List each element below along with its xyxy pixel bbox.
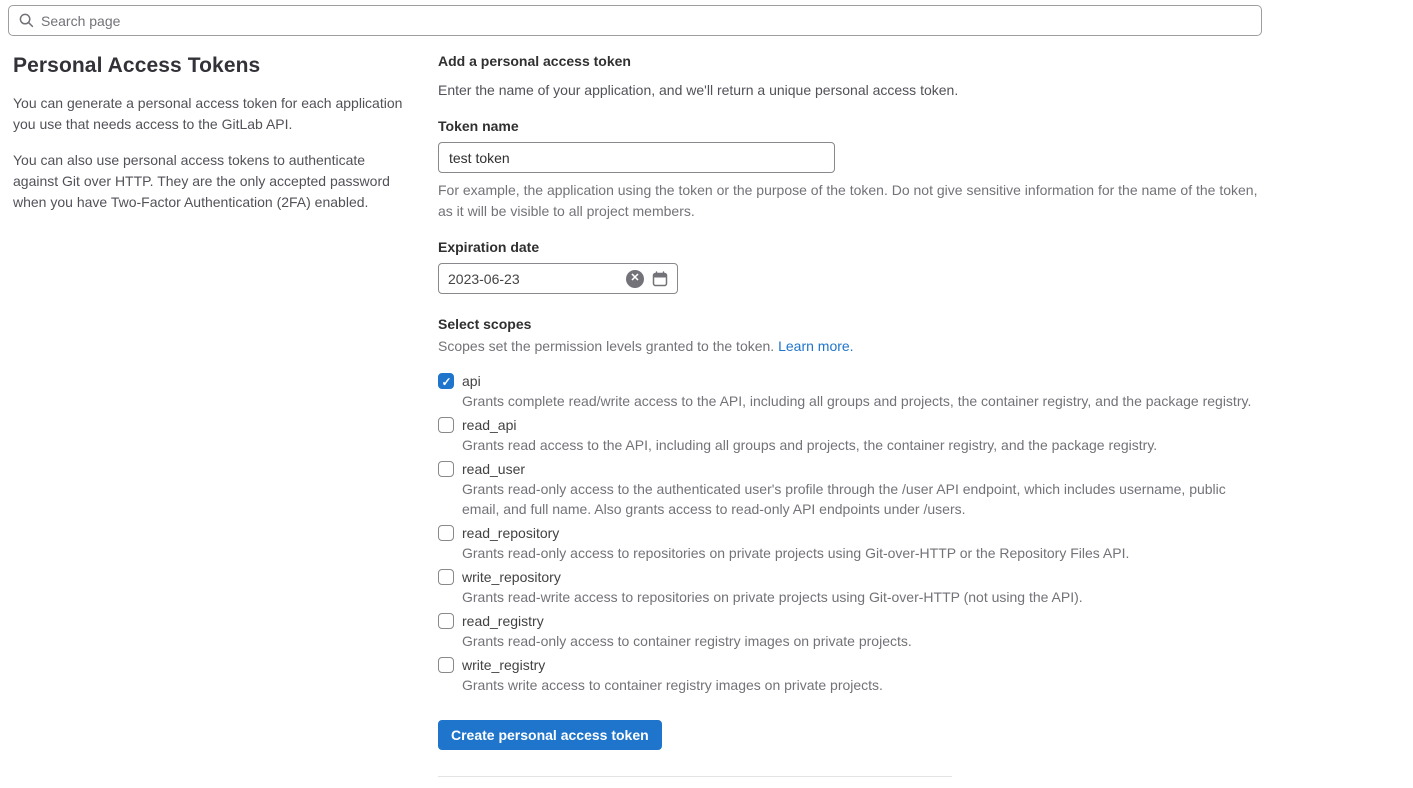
page-search-bar[interactable] <box>8 5 1262 36</box>
intro-paragraph-2: You can also use personal access tokens to authenticate against Git over HTTP. They are the only accepted password when you have Two-Factor Authentication (2FA) enabled. <box>13 152 390 210</box>
scope-label[interactable]: read_api <box>462 417 517 433</box>
settings-section-intro <box>13 48 438 777</box>
create-token-button[interactable]: Create personal access token <box>438 720 662 750</box>
scope-description: Grants read-only access to the authenticated user's profile through the /user API endpoint, which includes username, public email, and full name. Also grants access to read-only API endpoints under /users. <box>462 481 1226 517</box>
scope-label[interactable]: read_repository <box>462 525 560 541</box>
scope-row-api <box>438 371 1263 411</box>
scope-label[interactable]: write_repository <box>462 569 561 585</box>
select-scopes-description <box>438 336 1263 356</box>
scope-list <box>438 371 1263 695</box>
scope-description: Grants read-only access to container registry images on private projects. <box>462 633 912 649</box>
expiration-date-input[interactable] <box>448 271 618 287</box>
scope-checkbox-read-repository[interactable] <box>438 525 454 541</box>
scope-row-read-repository <box>438 523 1263 563</box>
token-name-label: Token name <box>438 118 519 134</box>
scope-row-read-api <box>438 415 1263 455</box>
scope-description: Grants read access to the API, including all groups and projects, the container registry, and the package registry. <box>462 437 1158 453</box>
scope-label[interactable]: api <box>462 373 481 389</box>
scope-checkbox-write-repository[interactable] <box>438 569 454 585</box>
scope-row-read-user <box>438 459 1263 519</box>
scope-description: Grants write access to container registry images on private projects. <box>462 677 883 693</box>
scope-checkbox-read-user[interactable] <box>438 461 454 477</box>
clear-date-icon[interactable]: ✕ <box>626 270 644 288</box>
scope-description: Grants complete read/write access to the API, including all groups and projects, the container registry, and the package registry. <box>462 393 1252 409</box>
form-heading: Add a personal access token <box>438 53 631 69</box>
expiration-date-label: Expiration date <box>438 239 540 255</box>
scope-row-read-registry <box>438 611 1263 651</box>
intro-paragraph-1: You can generate a personal access token for each application you use that needs access to the GitLab API. <box>13 95 403 132</box>
learn-more-link[interactable]: Learn more. <box>778 338 854 354</box>
scope-description: Grants read-only access to repositories on private projects using Git-over-HTTP or the Repository Files API. <box>462 545 1130 561</box>
scope-row-write-repository <box>438 567 1263 607</box>
scope-checkbox-write-registry[interactable] <box>438 657 454 673</box>
form-description: Enter the name of your application, and we'll return a unique personal access token. <box>438 82 959 98</box>
page-title: Personal Access Tokens <box>13 54 261 77</box>
scopes-description-text: Scopes set the permission levels granted to the token. <box>438 338 779 354</box>
scope-checkbox-api[interactable] <box>438 373 454 389</box>
token-form <box>438 48 1263 777</box>
scope-label[interactable]: read_registry <box>462 613 544 629</box>
scope-checkbox-read-registry[interactable] <box>438 613 454 629</box>
scope-label[interactable]: read_user <box>462 461 526 477</box>
calendar-icon[interactable] <box>652 271 668 287</box>
token-name-input[interactable] <box>438 142 835 173</box>
expiration-date-field[interactable] <box>438 263 678 294</box>
search-icon <box>19 13 34 28</box>
scope-label[interactable]: write_registry <box>462 657 546 673</box>
scope-description: Grants read-write access to repositories on private projects using Git-over-HTTP (not using the API). <box>462 589 1083 605</box>
search-input[interactable] <box>41 13 1251 29</box>
scope-row-write-registry <box>438 655 1263 695</box>
section-divider <box>438 776 952 777</box>
select-scopes-heading: Select scopes <box>438 316 532 332</box>
page-content <box>13 48 1263 777</box>
scope-checkbox-read-api[interactable] <box>438 417 454 433</box>
token-name-help: For example, the application using the token or the purpose of the token. Do not give sensitive information for the name of the token, as it will be visible to all project members. <box>438 182 1258 219</box>
